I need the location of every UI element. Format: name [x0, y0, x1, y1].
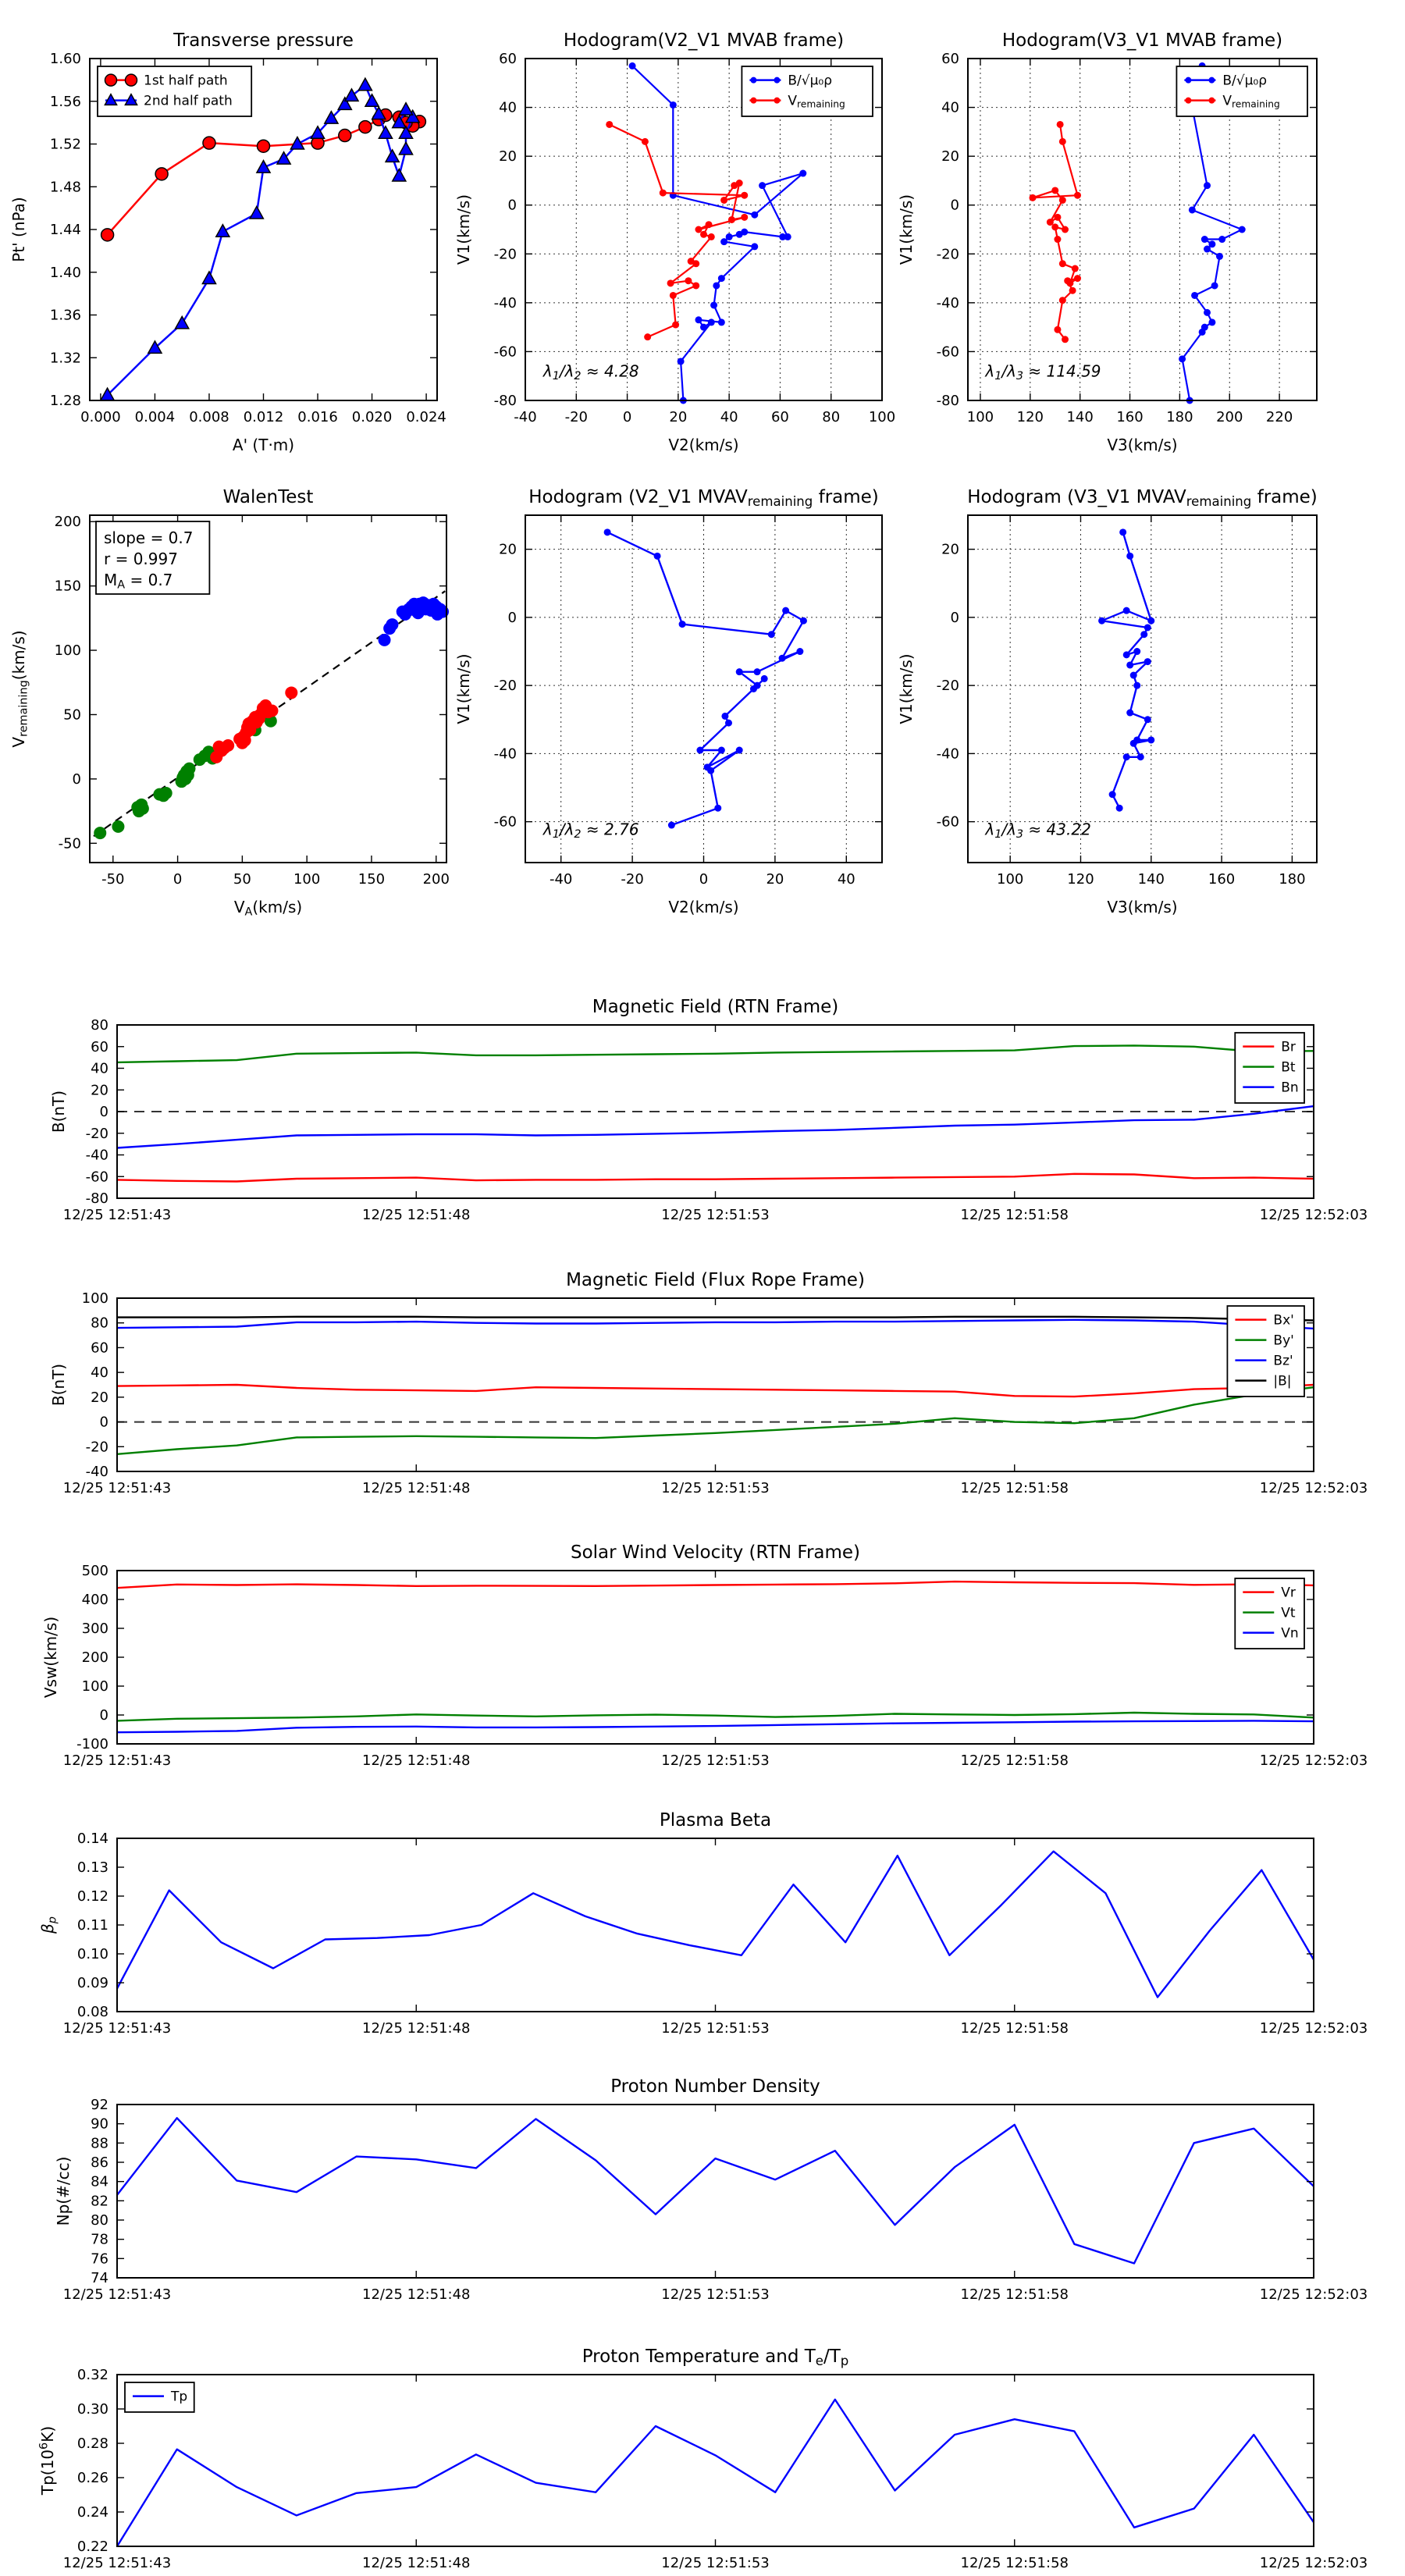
svg-text:0.12: 0.12	[76, 1888, 108, 1905]
svg-text:-40: -40	[514, 409, 537, 425]
svg-text:-20: -20	[936, 246, 959, 263]
svg-text:Vr: Vr	[1281, 1585, 1296, 1601]
svg-text:40: 40	[837, 871, 855, 888]
svg-text:Magnetic Field (Flux Rope Fram: Magnetic Field (Flux Rope Frame)	[566, 1270, 865, 1290]
svg-text:76: 76	[91, 2250, 108, 2268]
svg-text:Vremaining: Vremaining	[1222, 93, 1280, 110]
proton-temperature-svg	[8, 2328, 1388, 2576]
svg-text:-20: -20	[621, 871, 644, 888]
svg-text:Bn: Bn	[1281, 1080, 1299, 1096]
svg-text:Hodogram(V3_V1 MVAB frame): Hodogram(V3_V1 MVAB frame)	[1001, 30, 1283, 51]
svg-text:100: 100	[868, 409, 896, 425]
svg-text:200: 200	[1216, 409, 1243, 425]
svg-text:140: 140	[1137, 871, 1165, 888]
svg-text:-20: -20	[85, 1439, 108, 1456]
svg-text:60: 60	[91, 1340, 108, 1357]
svg-text:-40: -40	[936, 745, 959, 763]
svg-text:V2(km/s): V2(km/s)	[668, 436, 739, 454]
svg-text:B(nT): B(nT)	[49, 1363, 68, 1407]
svg-text:-60: -60	[936, 343, 959, 361]
svg-text:1.48: 1.48	[49, 179, 81, 196]
svg-text:λ1/λ2 ≈ 4.28: λ1/λ2 ≈ 4.28	[542, 361, 639, 382]
svg-text:-40: -40	[936, 294, 959, 311]
svg-text:0.13: 0.13	[76, 1859, 108, 1876]
svg-text:20: 20	[91, 1082, 108, 1099]
svg-text:12/25 12:51:43: 12/25 12:51:43	[62, 1207, 172, 1223]
svg-text:12/25 12:51:48: 12/25 12:51:48	[362, 1752, 471, 1769]
svg-text:12/25 12:51:48: 12/25 12:51:48	[362, 2020, 471, 2037]
svg-text:0.26: 0.26	[76, 2470, 108, 2486]
magnetic-field-rtn-svg	[8, 978, 1388, 1265]
svg-text:A' (T·m): A' (T·m)	[232, 436, 295, 454]
svg-text:12/25 12:52:03: 12/25 12:52:03	[1259, 1207, 1368, 1223]
svg-text:-60: -60	[493, 343, 517, 361]
svg-text:20: 20	[669, 409, 688, 425]
svg-text:-20: -20	[564, 409, 588, 425]
svg-text:12/25 12:51:53: 12/25 12:51:53	[661, 1480, 770, 1496]
svg-text:80: 80	[822, 409, 841, 425]
hodogram-v3v1-mvav-svg	[859, 468, 1391, 929]
svg-text:Bx': Bx'	[1273, 1312, 1294, 1329]
svg-text:100: 100	[997, 871, 1024, 888]
svg-text:0: 0	[950, 197, 959, 214]
svg-text:0: 0	[72, 770, 81, 788]
svg-text:120: 120	[1016, 409, 1044, 425]
svg-text:Vsw(km/s): Vsw(km/s)	[41, 1616, 60, 1699]
svg-text:80: 80	[91, 1017, 108, 1034]
svg-text:-20: -20	[493, 678, 517, 695]
svg-text:20: 20	[91, 1389, 108, 1406]
svg-text:1.60: 1.60	[49, 51, 81, 67]
panel-plasma-beta	[8, 1791, 1388, 2078]
svg-text:82: 82	[91, 2193, 108, 2210]
svg-text:160: 160	[1208, 871, 1236, 888]
svg-text:-20: -20	[85, 1125, 108, 1142]
svg-text:100: 100	[81, 1678, 108, 1695]
svg-text:100: 100	[966, 409, 994, 425]
svg-text:88: 88	[91, 2135, 108, 2152]
svg-text:0.22: 0.22	[76, 2539, 108, 2555]
svg-text:1.44: 1.44	[49, 222, 81, 238]
svg-text:1st half path: 1st half path	[144, 73, 228, 89]
svg-text:-40: -40	[493, 294, 517, 311]
svg-text:12/25 12:51:53: 12/25 12:51:53	[661, 2555, 770, 2571]
svg-text:0: 0	[99, 1414, 108, 1431]
svg-text:2nd half path: 2nd half path	[144, 93, 233, 109]
svg-text:Hodogram(V2_V1 MVAB frame): Hodogram(V2_V1 MVAB frame)	[563, 30, 845, 51]
svg-text:12/25 12:52:03: 12/25 12:52:03	[1259, 2286, 1368, 2303]
svg-text:0.020: 0.020	[351, 409, 393, 425]
svg-text:80: 80	[91, 2212, 108, 2229]
panel-proton-temperature	[8, 2328, 1388, 2576]
solar-wind-velocity-svg	[8, 1524, 1388, 1810]
svg-text:0.32: 0.32	[76, 2367, 108, 2383]
svg-text:0.10: 0.10	[76, 1946, 108, 1962]
svg-text:λ1/λ3 ≈ 114.59: λ1/λ3 ≈ 114.59	[985, 361, 1101, 382]
svg-text:20: 20	[766, 871, 784, 888]
svg-text:0.000: 0.000	[80, 409, 121, 425]
svg-text:60: 60	[941, 51, 959, 67]
svg-text:12/25 12:51:43: 12/25 12:51:43	[62, 1480, 172, 1496]
svg-text:slope = 0.7: slope = 0.7	[104, 528, 194, 547]
magnetic-field-flux-rope-svg	[8, 1251, 1388, 1538]
svg-text:-50: -50	[58, 835, 81, 852]
svg-text:20: 20	[941, 541, 959, 558]
svg-text:1.40: 1.40	[49, 264, 81, 281]
svg-text:0: 0	[99, 1104, 108, 1120]
panel-hodogram-v3v1-mvab	[859, 12, 1391, 467]
svg-text:-40: -40	[85, 1464, 108, 1480]
svg-text:100: 100	[293, 871, 321, 888]
svg-text:Tp: Tp	[171, 2389, 188, 2405]
svg-text:86: 86	[91, 2154, 108, 2171]
svg-text:50: 50	[233, 871, 251, 888]
svg-text:Bt: Bt	[1281, 1059, 1296, 1076]
svg-text:500: 500	[81, 1563, 108, 1579]
svg-text:Br: Br	[1281, 1039, 1296, 1055]
svg-text:-60: -60	[493, 813, 517, 831]
svg-text:Tp(106K): $Tp(10^6K)$	[37, 2425, 57, 2496]
svg-text:12/25 12:51:58: 12/25 12:51:58	[960, 2020, 1069, 2037]
svg-text:12/25 12:51:43: 12/25 12:51:43	[62, 2020, 172, 2037]
svg-text:V3(km/s): V3(km/s)	[1107, 898, 1178, 916]
svg-text:12/25 12:52:03: 12/25 12:52:03	[1259, 1480, 1368, 1496]
svg-text:Solar Wind Velocity (RTN Frame: Solar Wind Velocity (RTN Frame)	[570, 1542, 861, 1563]
svg-text:1.36: 1.36	[49, 307, 81, 324]
svg-text:WalenTest: WalenTest	[222, 487, 314, 507]
svg-text:B(nT): B(nT)	[49, 1090, 68, 1133]
svg-text:92: 92	[91, 2097, 108, 2113]
svg-text:0: 0	[622, 409, 632, 425]
svg-text:-100: -100	[76, 1736, 108, 1752]
svg-text:200: 200	[54, 514, 81, 531]
svg-text:40: 40	[720, 409, 738, 425]
svg-text:20: 20	[499, 148, 517, 165]
svg-text:1.28: 1.28	[49, 393, 81, 409]
svg-text:50: 50	[63, 706, 81, 724]
svg-text:Proton Temperature and Te/Tp: Proton Temperature and Te/Tp	[582, 2347, 849, 2369]
svg-text:MA = 0.7: MA = 0.7	[104, 571, 173, 592]
svg-text:-40: -40	[549, 871, 573, 888]
svg-text:100: 100	[54, 642, 81, 660]
svg-text:|B|: |B|	[1273, 1373, 1292, 1389]
svg-text:0.24: 0.24	[76, 2504, 108, 2521]
panel-solar-wind-velocity	[8, 1524, 1388, 1810]
svg-text:220: 220	[1265, 409, 1293, 425]
svg-text:200: 200	[422, 871, 450, 888]
svg-text:V1(km/s): V1(km/s)	[897, 194, 916, 265]
svg-text:-80: -80	[493, 393, 517, 409]
svg-text:180: 180	[1279, 871, 1306, 888]
svg-text:100: 100	[81, 1290, 108, 1307]
svg-text:180: 180	[1166, 409, 1193, 425]
svg-text:V1(km/s): V1(km/s)	[454, 653, 473, 724]
svg-text:120: 120	[1067, 871, 1094, 888]
svg-text:0.14: 0.14	[76, 1831, 108, 1847]
svg-text:40: 40	[499, 99, 517, 116]
svg-text:12/25 12:51:58: 12/25 12:51:58	[960, 2286, 1069, 2303]
svg-text:60: 60	[499, 51, 517, 67]
svg-text:12/25 12:52:03: 12/25 12:52:03	[1259, 2555, 1368, 2571]
svg-text:0.012: 0.012	[243, 409, 284, 425]
svg-text:12/25 12:52:03: 12/25 12:52:03	[1259, 2020, 1368, 2037]
svg-text:84: 84	[91, 2173, 108, 2190]
svg-text:0: 0	[950, 609, 959, 626]
svg-text:12/25 12:52:03: 12/25 12:52:03	[1259, 1752, 1368, 1769]
svg-text:-80: -80	[936, 393, 959, 409]
svg-text:B/√μ₀ρ: B/√μ₀ρ	[1222, 73, 1268, 89]
svg-text:160: 160	[1116, 409, 1144, 425]
svg-text:74: 74	[91, 2270, 108, 2286]
svg-text:λ1/λ2 ≈ 2.76: λ1/λ2 ≈ 2.76	[542, 820, 639, 841]
svg-text:VA(km/s): VA(km/s)	[233, 898, 303, 919]
svg-text:150: 150	[54, 578, 81, 595]
panel-hodogram-v3v1-mvav	[859, 468, 1391, 929]
svg-text:-40: -40	[85, 1147, 108, 1164]
svg-text:V1(km/s): V1(km/s)	[454, 194, 473, 265]
svg-text:0: 0	[99, 1707, 108, 1724]
svg-text:12/25 12:51:58: 12/25 12:51:58	[960, 2555, 1069, 2571]
svg-text:Vt: Vt	[1281, 1605, 1296, 1621]
svg-text:0.008: 0.008	[189, 409, 229, 425]
svg-text:-80: -80	[85, 1190, 108, 1207]
svg-text:300: 300	[81, 1621, 108, 1637]
svg-text:12/25 12:51:43: 12/25 12:51:43	[62, 1752, 172, 1769]
svg-text:12/25 12:51:58: 12/25 12:51:58	[960, 1480, 1069, 1496]
svg-text:0: 0	[507, 609, 517, 626]
svg-text:12/25 12:51:53: 12/25 12:51:53	[661, 1207, 770, 1223]
svg-text:40: 40	[941, 99, 959, 116]
svg-text:0.30: 0.30	[76, 2401, 108, 2418]
svg-text:βp: βp	[38, 1916, 59, 1934]
svg-text:60: 60	[770, 409, 789, 425]
svg-text:Plasma Beta: Plasma Beta	[659, 1810, 772, 1831]
svg-text:Pt' (nPa): Pt' (nPa)	[9, 197, 28, 262]
svg-text:Magnetic Field (RTN Frame): Magnetic Field (RTN Frame)	[592, 997, 839, 1017]
svg-text:12/25 12:51:48: 12/25 12:51:48	[362, 2286, 471, 2303]
svg-text:40: 40	[91, 1364, 108, 1382]
svg-text:1.32: 1.32	[49, 350, 81, 367]
hodogram-v3v1-mvab-svg	[859, 12, 1391, 467]
svg-text:12/25 12:51:53: 12/25 12:51:53	[661, 1752, 770, 1769]
svg-text:B/√μ₀ρ: B/√μ₀ρ	[788, 73, 833, 89]
svg-text:By': By'	[1273, 1332, 1294, 1349]
svg-text:Bz': Bz'	[1273, 1353, 1293, 1369]
svg-text:Np(#/cc): Np(#/cc)	[54, 2156, 73, 2226]
svg-text:0.016: 0.016	[297, 409, 338, 425]
svg-text:Hodogram (V3_V1 MVAVremaining: Hodogram (V3_V1 MVAVremaining frame)	[967, 487, 1318, 510]
svg-text:0.28: 0.28	[76, 2435, 108, 2452]
svg-text:λ1/λ3 ≈ 43.22: λ1/λ3 ≈ 43.22	[985, 820, 1091, 841]
svg-text:Hodogram (V2_V1 MVAVremaining: Hodogram (V2_V1 MVAVremaining frame)	[528, 487, 879, 510]
svg-text:400: 400	[81, 1592, 108, 1608]
svg-text:12/25 12:51:53: 12/25 12:51:53	[661, 2020, 770, 2037]
svg-text:0.004: 0.004	[134, 409, 176, 425]
svg-text:150: 150	[357, 871, 386, 888]
panel-magnetic-field-rtn	[8, 978, 1388, 1265]
svg-text:V1(km/s): V1(km/s)	[897, 653, 916, 724]
svg-text:0.024: 0.024	[406, 409, 446, 425]
panel-proton-number-density	[8, 2058, 1388, 2344]
svg-text:-50: -50	[101, 871, 125, 888]
svg-text:V2(km/s): V2(km/s)	[668, 898, 739, 916]
svg-text:78: 78	[91, 2231, 108, 2248]
svg-text:200: 200	[81, 1649, 108, 1666]
svg-text:-60: -60	[85, 1169, 108, 1186]
svg-text:1.52: 1.52	[49, 136, 81, 153]
proton-number-density-svg	[8, 2058, 1388, 2344]
svg-text:12/25 12:51:58: 12/25 12:51:58	[960, 1752, 1069, 1769]
svg-text:20: 20	[941, 148, 959, 165]
svg-text:40: 40	[91, 1060, 108, 1077]
svg-text:12/25 12:51:48: 12/25 12:51:48	[362, 2555, 471, 2571]
svg-text:90: 90	[91, 2115, 108, 2133]
svg-text:12/25 12:51:48: 12/25 12:51:48	[362, 1207, 471, 1223]
svg-text:V3(km/s): V3(km/s)	[1107, 436, 1178, 454]
svg-text:0: 0	[699, 871, 709, 888]
svg-text:Transverse pressure: Transverse pressure	[173, 30, 354, 51]
svg-text:0: 0	[173, 871, 183, 888]
svg-text:-20: -20	[936, 678, 959, 695]
svg-text:80: 80	[91, 1315, 108, 1332]
svg-text:r = 0.997: r = 0.997	[104, 550, 178, 568]
svg-text:-60: -60	[936, 813, 959, 831]
svg-text:Vremaining: Vremaining	[788, 93, 845, 110]
svg-text:12/25 12:51:53: 12/25 12:51:53	[661, 2286, 770, 2303]
svg-text:1.56: 1.56	[49, 93, 81, 110]
svg-text:140: 140	[1066, 409, 1094, 425]
svg-text:Proton Number Density: Proton Number Density	[610, 2076, 820, 2097]
svg-text:-40: -40	[493, 745, 517, 763]
svg-text:60: 60	[91, 1038, 108, 1055]
svg-text:Vn: Vn	[1281, 1625, 1299, 1642]
svg-text:0: 0	[507, 197, 517, 214]
svg-text:20: 20	[499, 541, 517, 558]
svg-text:12/25 12:51:43: 12/25 12:51:43	[62, 2286, 172, 2303]
svg-text:Vremaining(km/s): Vremaining(km/s)	[9, 630, 30, 748]
panel-magnetic-field-flux-rope	[8, 1251, 1388, 1538]
svg-text:0.09: 0.09	[76, 1975, 108, 1991]
svg-text:12/25 12:51:48: 12/25 12:51:48	[362, 1480, 471, 1496]
svg-text:12/25 12:51:43: 12/25 12:51:43	[62, 2555, 172, 2571]
svg-text:12/25 12:51:58: 12/25 12:51:58	[960, 1207, 1069, 1223]
svg-text:0.08: 0.08	[76, 2004, 108, 2020]
svg-text:0.11: 0.11	[76, 1917, 108, 1934]
plasma-beta-svg	[8, 1791, 1388, 2078]
svg-text:-20: -20	[493, 246, 517, 263]
